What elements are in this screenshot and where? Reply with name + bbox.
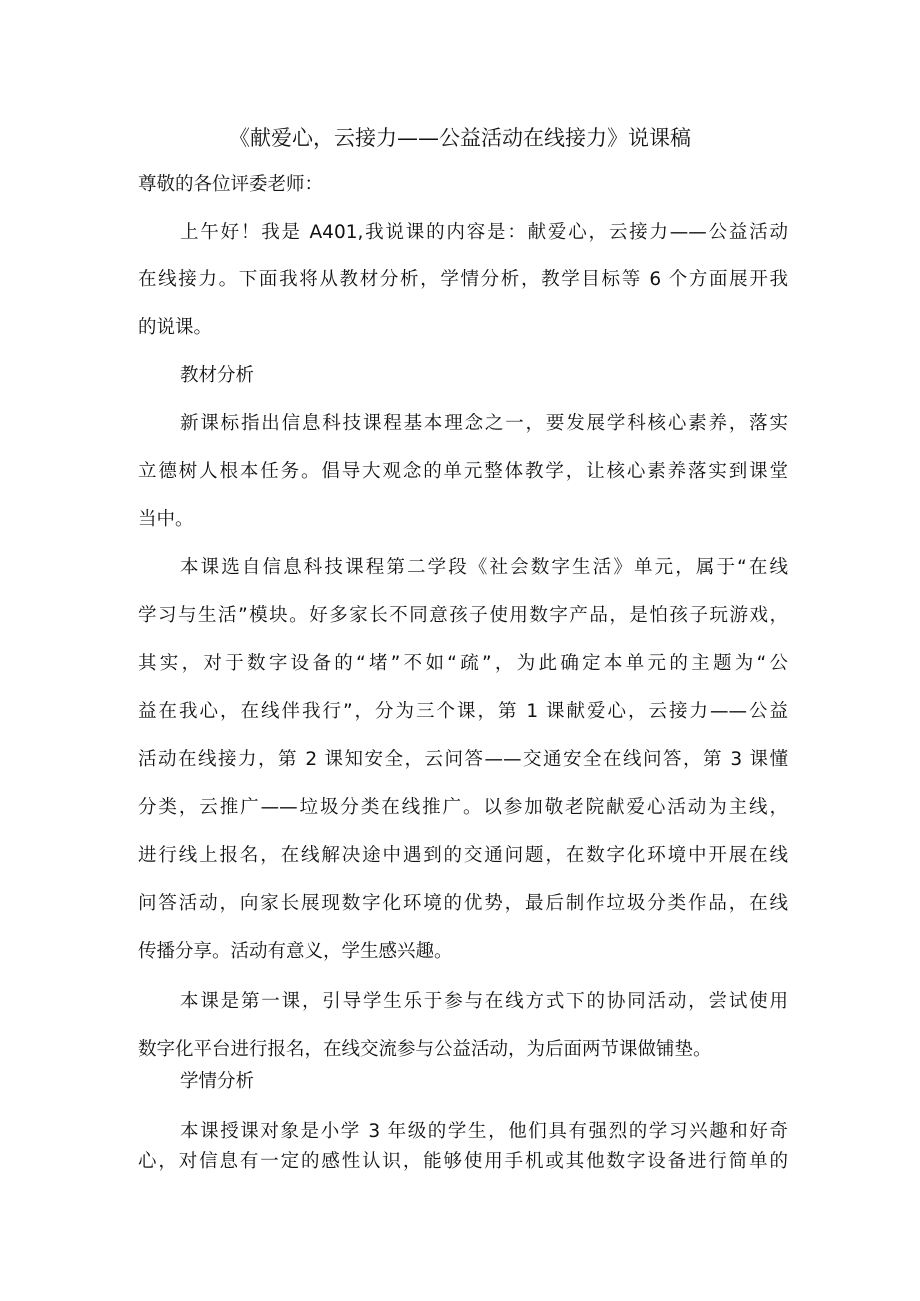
intro-line-2: 在线接力。下面我将从教材分析，学情分析，教学目标等 6 个方面展开我	[138, 269, 788, 290]
para2-line-9: 传播分享。活动有意义，学生感兴趣。	[138, 941, 453, 962]
para2-line-8: 问答活动，向家长展现数字化环境的优势，最后制作垃圾分类作品，在线	[138, 893, 788, 914]
para1-line-2: 立德树人根本任务。倡导大观念的单元整体教学，让核心素养落实到课堂	[138, 461, 788, 482]
para1-line-1: 新课标指出信息科技课程基本理念之一，要发展学科核心素养，落实	[180, 413, 788, 434]
document-title: 《献爱心，云接力——公益活动在线接力》说课稿	[229, 126, 691, 150]
salutation: 尊敬的各位评委老师：	[138, 174, 324, 195]
intro-line-1: 上午好！我是 A401,我说课的内容是：献爱心，云接力——公益活动	[180, 222, 788, 243]
para3-line-1: 本课是第一课，引导学生乐于参与在线方式下的协同活动，尝试使用	[180, 991, 788, 1012]
para2-line-2: 学习与生活”模块。好多家长不同意孩子使用数字产品，是怕孩子玩游戏，	[138, 605, 788, 626]
para1-line-3: 当中。	[138, 509, 194, 530]
para2-line-7: 进行线上报名，在线解决途中遇到的交通问题，在数字化环境中开展在线	[138, 845, 788, 866]
para2-line-3: 其实，对于数字设备的“堵”不如“疏”，为此确定本单元的主题为“公	[138, 653, 788, 674]
para4-line-1: 本课授课对象是小学 3 年级的学生，他们具有强烈的学习兴趣和好奇	[180, 1121, 788, 1142]
para2-line-6: 分类，云推广——垃圾分类在线推广。以参加敬老院献爱心活动为主线，	[138, 797, 788, 818]
intro-line-3: 的说课。	[138, 317, 213, 338]
section-heading-students: 学情分析	[180, 1071, 255, 1092]
para4-line-2: 心，对信息有一定的感性认识，能够使用手机或其他数字设备进行简单的	[138, 1151, 788, 1172]
para2-line-5: 活动在线接力，第 2 课知安全，云问答——交通安全在线问答，第 3 课懂	[138, 749, 788, 770]
para2-line-4: 益在我心，在线伴我行”，分为三个课，第 1 课献爱心，云接力——公益	[138, 701, 788, 722]
section-heading-textbook: 教材分析	[180, 365, 255, 386]
para3-line-2: 数字化平台进行报名，在线交流参与公益活动，为后面两节课做铺垫。	[138, 1039, 712, 1060]
para2-line-1: 本课选自信息科技课程第二学段《社会数字生活》单元，属于“在线	[180, 557, 788, 578]
